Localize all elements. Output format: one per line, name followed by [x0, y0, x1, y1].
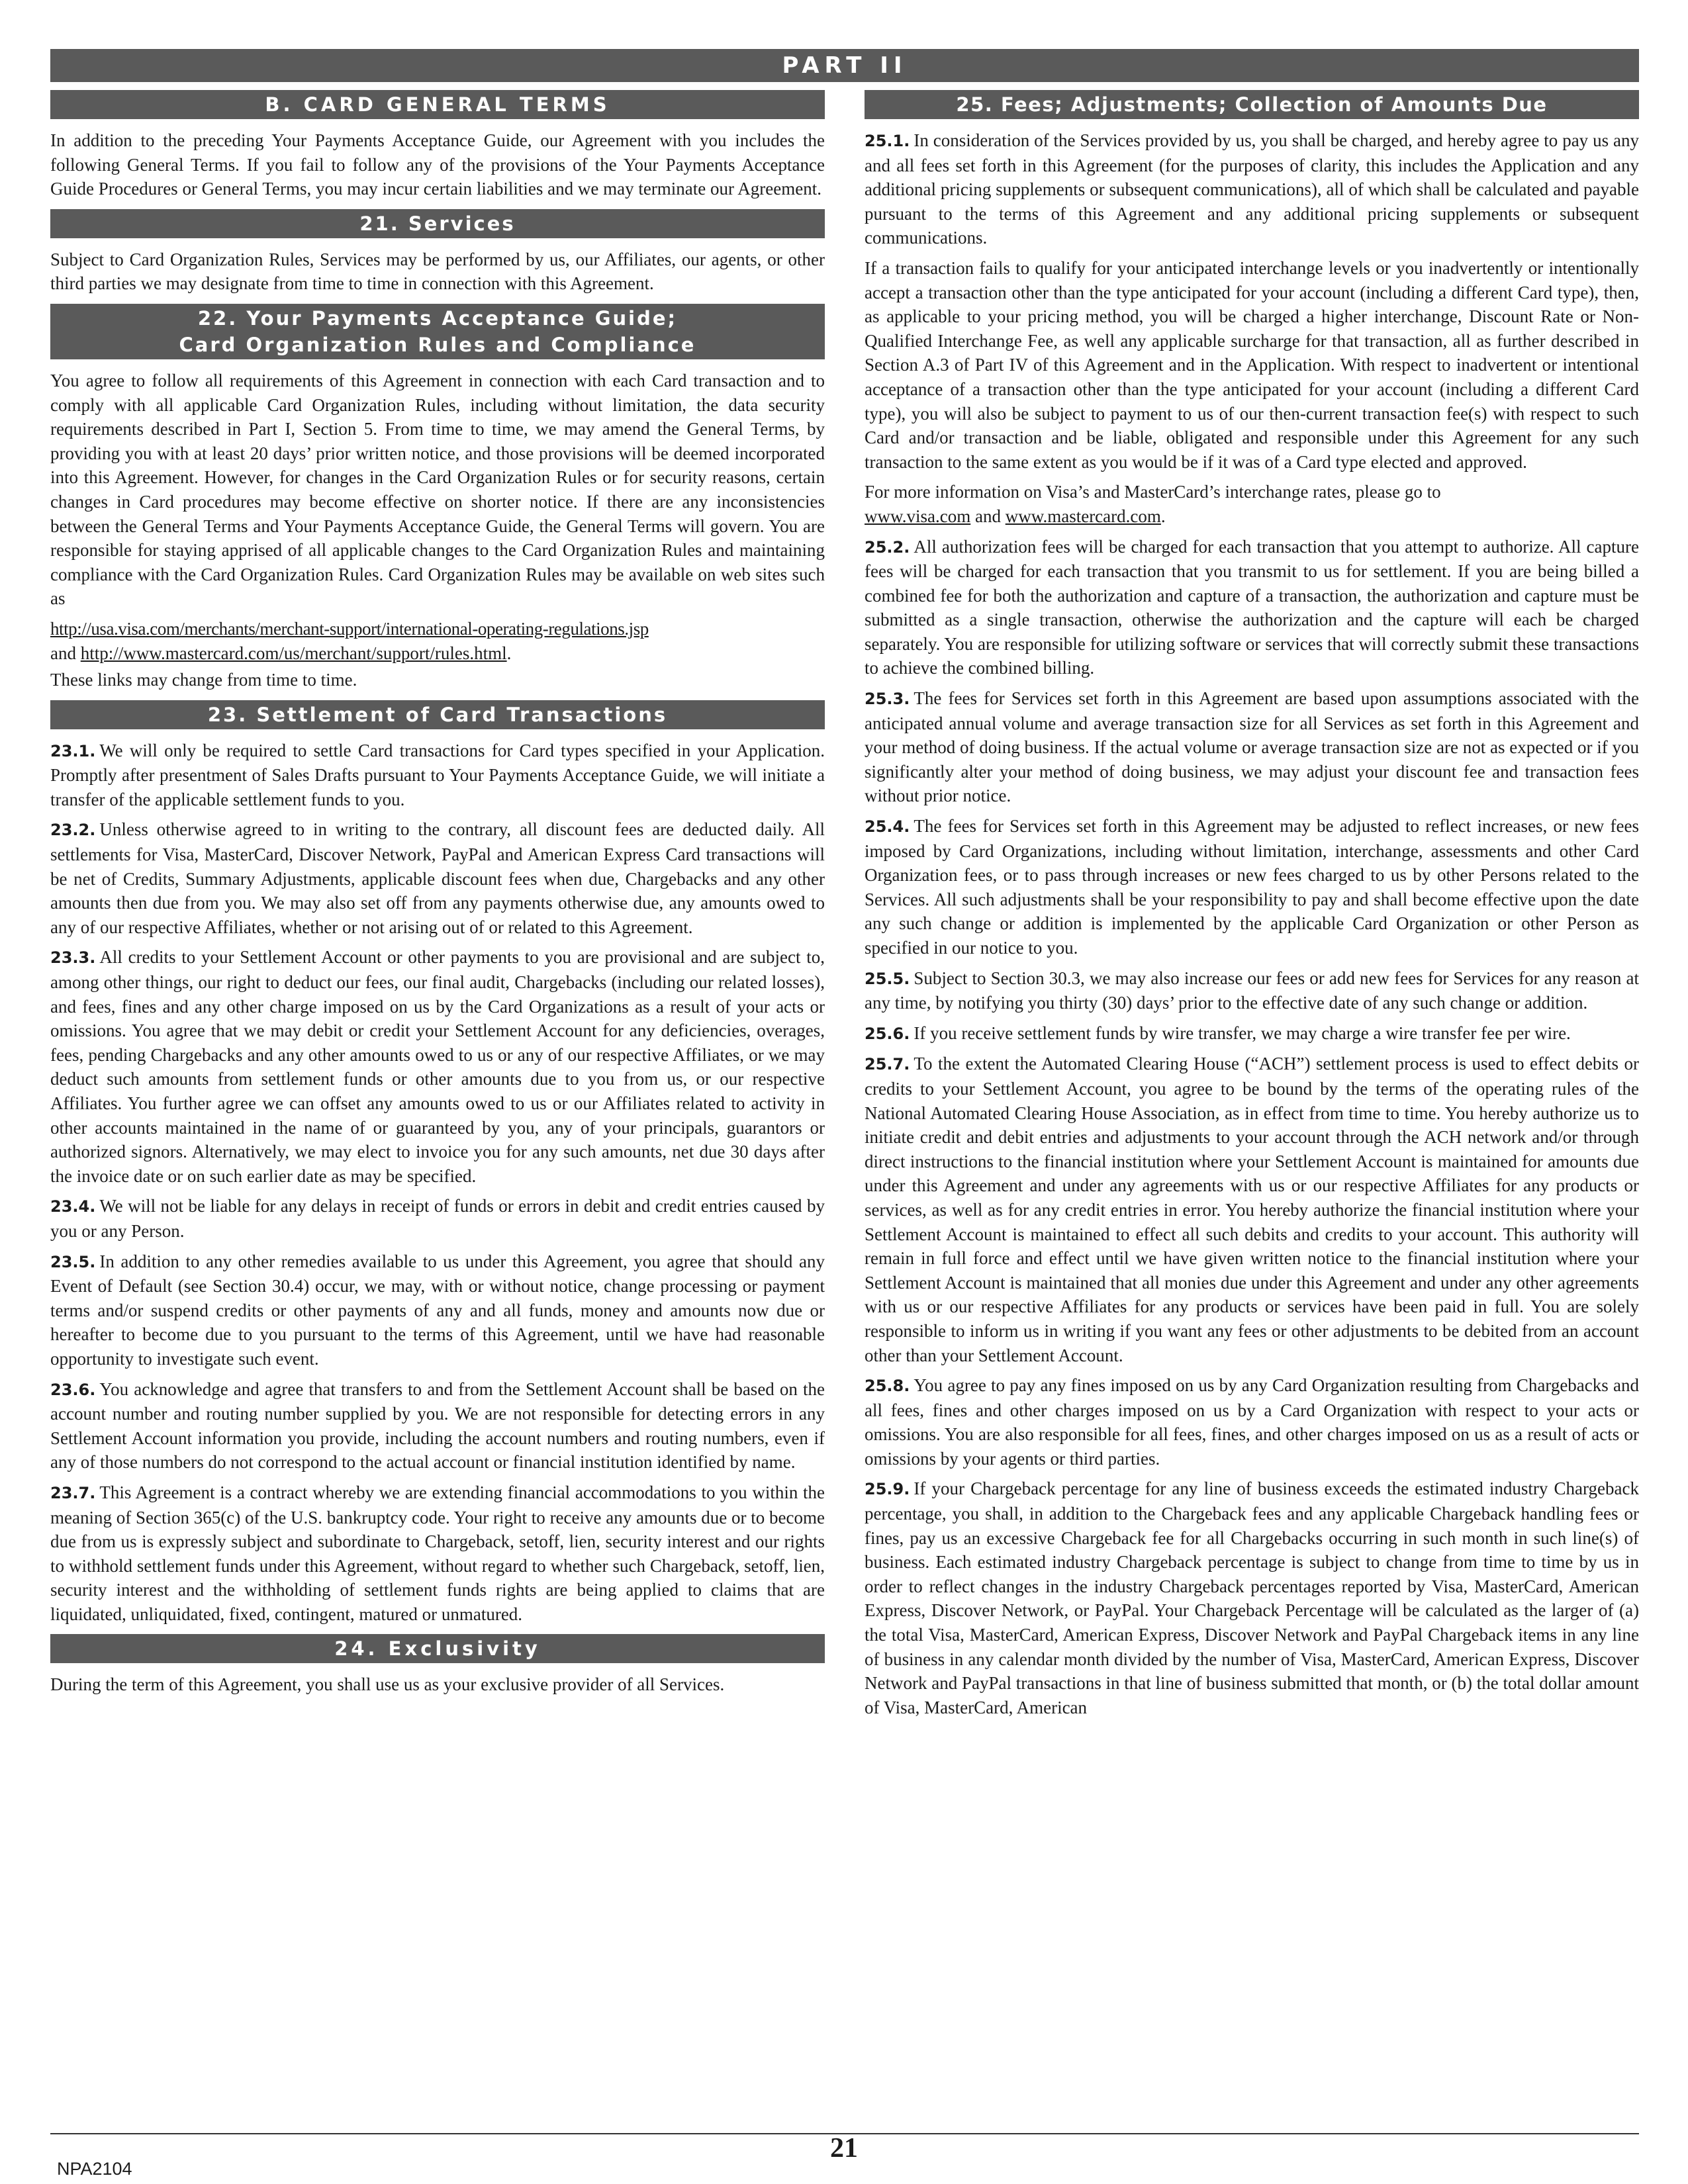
clause-text: The fees for Services set forth in this Agreement may be adjusted to reflect increases, or new fees imposed by Card Organizations, including without limitation, interchange, assessments and other Card Organization fees, or to pass through increases or new fees charged to us by other Persons related to the Services. All such adjustments shall be your responsibility to pay and shall become effective upon the date any such change or addition is implemented by the applicable Card Organization or other Person as specified in our notice to you.: [865, 816, 1639, 958]
clause-23-5: [50, 1250, 825, 1371]
clause-text: If your Chargeback percentage for any line of business exceeds the estimated industry Chargeback percentage, you shall, in addition to the Chargeback fees and any applicable Chargeback handling fees or fines, pay us an excessive Chargeback fee for all Chargebacks occurring in such month in such line(s) of business. Each estimated industry Chargeback percentage is subject to change from time to time by us in order to reflect changes in the industry Chargeback percentages reported by Visa, MasterCard, American Express, Discover Network, or PayPal. Your Chargeback Percentage will be calculated as the larger of (a) the total Visa, MasterCard, American Express, Discover Network and PayPal Chargeback items in any line of business in any calendar month divided by the number of Visa, MasterCard, American Express, Discover Network and PayPal transactions in that line of business submitted that month, or (b) the total dollar amount of Visa, MasterCard, American: [865, 1479, 1639, 1717]
clause-text: In addition to any other remedies available to us under this Agreement, you agree that should any Event of Default (see Section 30.4) occur, we may, with or without notice, change processing or payment terms and/or suspend credits or other payments of any and all funds, money and amounts now due or hereafter to become due to you pursuant to the terms of this Agreement, until we have had reasonable opportunity to investigate such event.: [50, 1251, 825, 1369]
paragraph-interchange-links: [865, 480, 1639, 528]
section-heading-fees: 25. Fees; Adjustments; Collection of Amounts Due: [865, 90, 1639, 119]
paragraph-exclusivity: During the term of this Agreement, you shall use us as your exclusive provider of all Services.: [50, 1674, 725, 1695]
clause-25-2: [865, 535, 1639, 681]
paragraph-intro: In addition to the preceding Your Payments Acceptance Guide, our Agreement with you includes the following General Terms. If you fail to follow any of the provisions of the Your Payments Acceptance Guide Procedures or General Terms, you may incur certain liabilities and we may terminate our Agreement.: [50, 130, 825, 199]
clause-23-2: [50, 817, 825, 939]
clause-number: 25.9.: [865, 1480, 910, 1499]
right-column: [865, 90, 1639, 1725]
clause-23-6: [50, 1377, 825, 1475]
clause-25-4: [865, 814, 1639, 960]
clause-text: Unless otherwise agreed to in writing to the contrary, all discount fees are deducted daily. All settlements for Visa, MasterCard, Discover Network, PayPal and American Express Card transactions will be net of Credits, Summary Adjustments, applicable discount fees when due, Chargebacks and any other amounts then due from you. We may also set off from any payments otherwise due, any amounts owed to any of our respective Affiliates, whether or not arising out of or related to this Agreement.: [50, 819, 825, 937]
link-period: .: [1160, 506, 1166, 526]
visa-link[interactable]: www.visa.com: [865, 506, 971, 526]
mastercard-rules-link[interactable]: http://www.mastercard.com/us/merchant/support/rules.html: [80, 643, 507, 663]
section-heading-line-1: 22. Your Payments Acceptance Guide;: [197, 306, 678, 330]
clause-25-3: [865, 686, 1639, 808]
clause-number: 25.3.: [865, 690, 910, 709]
mastercard-link[interactable]: www.mastercard.com: [1005, 506, 1161, 526]
clause-number: 25.7.: [865, 1055, 910, 1074]
clause-text: We will only be required to settle Card transactions for Card types specified in your Application. Promptly after presentment of Sales Drafts pursuant to Your Payments Acceptance Guide, we will initiate a transfer of the applicable settlement funds to you.: [50, 740, 825, 809]
clause-number: 25.2.: [865, 537, 910, 557]
link-conjunction: and: [974, 506, 1001, 526]
clause-number: 25.6.: [865, 1024, 910, 1043]
section-heading-settlement: 23. Settlement of Card Transactions: [50, 700, 825, 729]
document-code: NPA2104: [57, 2159, 132, 2179]
clause-25-6: [865, 1021, 1639, 1046]
clause-number: 23.5.: [50, 1252, 96, 1271]
clause-text: If you receive settlement funds by wire transfer, we may charge a wire transfer fee per wire.: [914, 1023, 1571, 1043]
clause-25-7: [865, 1052, 1639, 1367]
section-heading-card-general-terms: B. CARD GENERAL TERMS: [50, 90, 825, 119]
clause-number: 23.1.: [50, 741, 96, 760]
clause-25-1: [865, 128, 1639, 250]
clause-number: 25.8.: [865, 1377, 910, 1396]
visa-rules-link[interactable]: http://usa.visa.com/merchants/merchant-support/international-operating-regulations.jsp: [50, 618, 649, 639]
paragraph-links: [50, 617, 825, 665]
paragraph-services: Subject to Card Organization Rules, Services may be performed by us, our Affiliates, our agents, or other third parties we may designate from time to time in connection with this Agreement.: [50, 249, 825, 294]
clause-number: 25.5.: [865, 969, 910, 988]
clause-25-9: [865, 1477, 1639, 1719]
clause-23-1: [50, 739, 825, 812]
clause-number: 23.7.: [50, 1483, 96, 1502]
clause-text: This Agreement is a contract whereby we are extending financial accommodations to you within the meaning of Section 365(c) of the U.S. bankruptcy code. Your right to receive any amounts due or to become due from us is expressly subject and subordinate to Chargeback, setoff, lien, security interest and our rights to withhold settlement funds under this Agreement, without regard to whether such Chargeback, setoff, lien, security interest and the withholding of settlement funds rights are being applied to claims that are liquidated, unliquidated, fixed, contingent, matured or unmatured.: [50, 1482, 825, 1624]
clause-number: 25.1.: [865, 132, 910, 150]
section-heading-payments-guide: [50, 304, 825, 359]
part-header: PART II: [50, 49, 1639, 82]
clause-text: All authorization fees will be charged for each transaction that you attempt to authorize. All capture fees will be charged for each transaction that you transmit to us for settlement. If you are being billed a combined fee for both the authorization and capture of a transaction, the authorization and capture must be submitted as a single transaction, otherwise the authorization and the capture will each be charged separately. You are responsible for utilizing software or services that will correctly submit these transactions to achieve the combined billing.: [865, 536, 1639, 678]
paragraph-links-note: These links may change from time to time.: [50, 670, 357, 690]
interchange-info-text: For more information on Visa’s and MasterCard’s interchange rates, please go to: [865, 482, 1441, 502]
clause-text: In consideration of the Services provided by us, you shall be charged, and hereby agree to pay us any and all fees set forth in this Agreement (for the purposes of clarity, this includes the Application and any additional pricing supplements or subsequent communications), all of which shall be calculated and payable pursuant to the terms of this Agreement and any additional pricing supplements or subsequent communications.: [865, 130, 1639, 248]
paragraph-interchange: If a transaction fails to qualify for your anticipated interchange levels or you inadvertently or intentionally accept a transaction other than the type anticipated for your account (including a different Card type), then, as applicable to your pricing method, you will be charged a higher interchange, Discount Rate or Non-Qualified Interchange Fee, as well any applicable surcharge for that transaction, all as further described in Section A.3 of Part IV of this Agreement and in the Application. With respect to inadvertent or intentional acceptance of a transaction other than the type anticipated for your account (including a different Card type), you will also be subject to payment to us of our then-current transaction fee(s) with respect to such Card and/or transaction and be liable, obligated and responsible under this Agreement for any such transaction to the same extent as you would be if it was of a Card type elected and approved.: [865, 257, 1639, 472]
clause-text: We will not be liable for any delays in receipt of funds or errors in debit and credit entries caused by you or any Person.: [50, 1196, 825, 1241]
clause-text: The fees for Services set forth in this Agreement are based upon assumptions associated with the anticipated annual volume and average transaction size for all Services as set forth in this Agreement and your method of doing business. If the actual volume or average transaction size are not as expected or if you significantly alter your method of doing business, we may adjust your discount fee and transaction fees without prior notice.: [865, 688, 1639, 806]
clause-23-7: [50, 1480, 825, 1627]
clause-text: Subject to Section 30.3, we may also increase our fees or add new fees for Services for any reason at any time, by notifying you thirty (30) days’ prior to the effective date of any such change or addition.: [865, 968, 1639, 1013]
link-period: .: [506, 643, 512, 663]
clause-number: 23.2.: [50, 821, 96, 840]
clause-text: All credits to your Settlement Account or other payments to you are provisional and are subject to, among other things, our right to deduct our fees, our final audit, Chargebacks (including our related losses), and fees, fines and any other charge imposed on us by the Card Organizations as a result of your acts or omissions. You agree that we may debit or credit your Settlement Account for any deficiencies, overages, fees, pending Chargebacks and any other amounts owed to us or any of our respective Affiliates, or we may deduct such amounts from settlement funds or other amounts due to you from us, or our respective Affiliates. You further agree we can offset any amounts owed to us or our Affiliates related to activity in other accounts maintained in the name of or guaranteed by you, any of your principals, guarantors or authorized signors. Alternatively, we may elect to invoice you for any such amounts, net due 30 days after the invoice date or on such earlier date as may be specified.: [50, 947, 825, 1186]
left-column: [50, 90, 825, 1703]
clause-number: 25.4.: [865, 817, 910, 837]
clause-text: You agree to pay any fines imposed on us by any Card Organization resulting from Chargebacks and all fees, fines and other charges imposed on us by a Card Organization with respect to your acts or omissions. You are also responsible for all fees, fines, and other charges imposed on us as a result of acts or omissions by your agents or third parties.: [865, 1375, 1639, 1469]
clause-23-4: [50, 1194, 825, 1243]
page-number: 21: [830, 2133, 858, 2163]
clause-text: To the extent the Automated Clearing House (“ACH”) settlement process is used to effect debits or credits to your Settlement Account, you agree to be bound by the terms of the operating rules of the National Automated Clearing House Association, as in effect from time to time. You hereby authorize us to initiate credit and debit entries and adjustments to your account through the ACH network and/or through direct instructions to the financial institution where your Settlement Account is maintained for amounts due under this Agreement and under any agreements with us or our respective Affiliates for any products or services, as well as for any credit entries in error. You hereby authorize the financial institution where your Settlement Account is maintained to effect all such debits and credits to your account. This authority will remain in full force and effect until we have given written notice to the financial institution where your Settlement Account is maintained that all monies due under this Agreement and under any other agreements with us or our respective Affiliates for any products or services have been paid in full. You are solely responsible to inform us in writing if you want any fees or other adjustments to be debited from an account other than your Settlement Account.: [865, 1054, 1639, 1365]
clause-25-5: [865, 966, 1639, 1015]
clause-25-8: [865, 1373, 1639, 1471]
clause-number: 23.3.: [50, 948, 96, 968]
link-conjunction: and: [50, 643, 76, 663]
section-heading-services: 21. Services: [50, 209, 825, 238]
clause-number: 23.6.: [50, 1380, 96, 1399]
section-heading-line-2: Card Organization Rules and Compliance: [179, 333, 696, 356]
clause-23-3: [50, 945, 825, 1188]
clause-text: You acknowledge and agree that transfers to and from the Settlement Account shall be based on the account number and routing number supplied by you. We are not responsible for detecting errors in any Settlement Account information you provide, including the account numbers and routing numbers, even if any of those numbers do not correspond to the actual account or financial institution identified by name.: [50, 1379, 825, 1473]
clause-number: 23.4.: [50, 1197, 96, 1216]
section-heading-exclusivity: 24. Exclusivity: [50, 1634, 825, 1663]
paragraph-compliance: You agree to follow all requirements of this Agreement in connection with each Card transaction and to comply with all applicable Card Organization Rules, including without limitation, the data security requirements described in Part I, Section 5. From time to time, we may amend the General Terms, by providing you with at least 20 days’ prior written notice, and those provisions will be deemed incorporated into this Agreement. However, for changes in the Card Organization Rules or for security reasons, certain changes in Card procedures may become effective on shorter notice. If there are any inconsistencies between the General Terms and Your Payments Acceptance Guide, the General Terms will govern. You are responsible for staying apprised of all applicable changes to the Card Organization Rules and maintaining compliance with the Card Organization Rules. Card Organization Rules may be available on web sites such as: [50, 370, 825, 609]
